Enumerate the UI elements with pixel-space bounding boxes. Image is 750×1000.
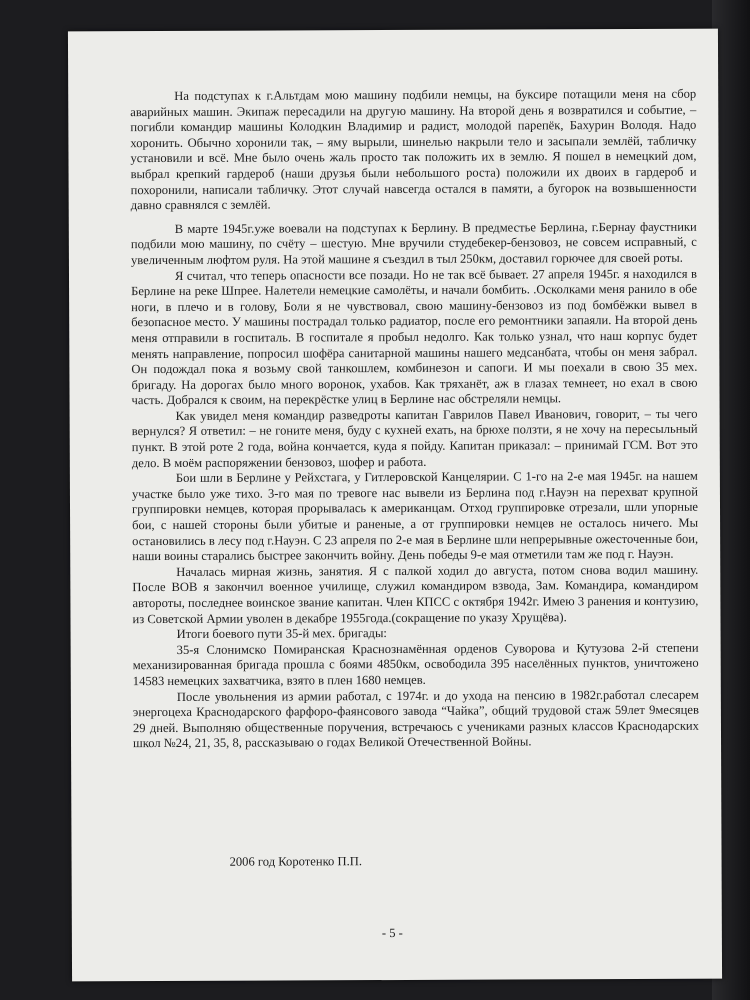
signature-line: 2006 год Коротенко П.П.	[229, 854, 363, 869]
paragraph-march-1945: В марте 1945г.уже воевали на подступах к Берлину. В предместье Берлина, г.Бернау фаустники подбили мою машину, по счёту – шестую. Мне вручили студебекер-бензовоз, не совсем исправный, с увеличенным люфтом руля. На этой машине я съездил в тыл 250км, доставил горючее для своей роты.	[130, 219, 697, 268]
paragraph-captain-gavrilov: Как увидел меня командир разведроты капитан Гаврилов Павел Иванович, говорит, – ты чего вернулся? Я ответил: – не гоните меня, буду с кухней ехать, на брюхе ползти, я не хочу на пересыльный пункт. В этой роте 2 года, война кончается, куда я пойду. Капитан приказал: – принимай ГСМ. Вот это дело. В моём распоряжении бензовоз, шофер и работа.	[131, 406, 698, 470]
page-number: - 5 -	[381, 925, 403, 941]
document-body	[130, 87, 699, 752]
paragraph-brigade-summary: 35-я Слонимско Помиранская Краснознамённая орденов Суворова и Кутузова 2-й степени механизированная бригада прошла с боями 4850км, освободила 395 населённых пунктов, уничтожено 14583 немецких захватчика, взято в плен 1680 немцев.	[132, 640, 699, 689]
paragraph-brigade-summary-heading: Итоги боевого пути 35-й мех. бригады:	[176, 626, 387, 642]
paragraph-after-army: После увольнения из армии работал, с 1974г. и до ухода на пенсию в 1982г.работал слесарем энергоцеха Краснодарского фарфоро-фаянсового завода “Чайка”, общий трудовой стаж 59лет 9месяцев 29 дней. Выполняю общественные поручения, встречаюсь с учениками разных классов Краснодарских школ №24, 21, 35, 8, рассказываю о годах Великой Отечественной Войны.	[132, 687, 699, 751]
paragraph-altdam: На подступах к г.Альтдам мою машину подбили немцы, на буксире потащили меня на сбор аварийных машин. Экипаж пересадили на другую машину. На второй день я возвратился и событие, – погибли командир машины Колодкин Владимир и радист, молодой парепёк, Бахурин Володя. Надо хоронить. Обычно хоронили так, – яму вырыли, шинелью накрыли тело и засыпали землёй, табличку установили и всё. Мне было очень жаль просто так положить их в землю. Я пошел в немецкий дом, выбрал крепкий гардероб (наши друзья были небольшого роста) положили их двоих в гардероб и похоронили, написали табличку. Этот случай навсегда остался в памяти, а бугорок на возвышенности давно сравнялся с землёй.	[130, 86, 697, 213]
document-page	[68, 29, 722, 982]
paragraph-peaceful-life: Началась мирная жизнь, занятия. Я с палкой ходил до августа, потом снова водил машину. После ВОВ я закончил военное училище, служил командиром взвода, Зам. Командира, командиром автороты, последнее воинское звание капитан. Член КПСС с октября 1942г. Имею 3 ранения и контузию, из Советской Армии уволен в декабре 1955года.(сокращение по указу Хрущёва).	[132, 562, 699, 626]
paragraph-april-27: Я считал, что теперь опасности все позади. Но не так всё бывает. 27 апреля 1945г. я находился в Берлине на реке Шпрее. Налетели немецкие самолёты, и начали бомбить. .Осколками меня ранило в обе ноги, в плечо и в голову, Боли я не чувствовал, свою машину-бензовоз из под бомбёжки вывел в безопасное место. У машины пострадал только радиатор, после его ремонтники запаяли. На второй день меня отправили в госпиталь. В госпитале я пробыл недолго. Как только узнал, что наш корпус будет менять направление, попросил шофёра санитарной машины нашего медсанбата, чтобы он меня забрал. Он подождал пока я возьму свой танкошлем, комбинезон и сапоги. И мы поехали в свою 35 мех. бригаду. На дорогах было много воронок, ухабов. Как тряханёт, аж в глазах темнеет, но ехал в свою часть. Добрался к своим, на перекрёстке улиц в Берлине нас обстреляли немцы.	[131, 266, 698, 408]
paragraph-reichstag-battles: Бои шли в Берлине у Рейхстага, у Гитлеровской Канцелярии. С 1-го на 2-е мая 1945г. на нашем участке было уже тихо. 3-го мая по тревоге нас вывели из Берлина под г.Науэн на перехват крупной группировки немцев, которая прорывалась к американцам. Отход группировке отрезали, шли упорные бои, с нашей стороны были убитые и раненые, а от группировки немцев не осталось ничего. Мы остановились в лесу под г.Науэн. С 23 апреля по 2-е мая в Берлине шли непрерывные ожесточенные бои, наши воины старались быстрее закончить войну. День победы 9-е мая отметили там же под г. Науэн.	[131, 468, 699, 564]
